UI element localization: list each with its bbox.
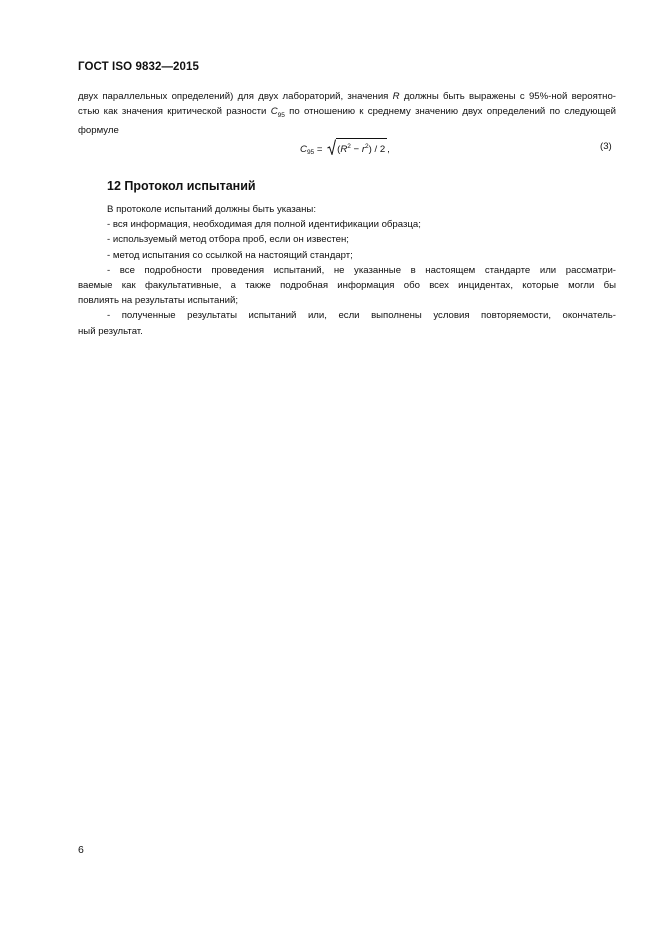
list-item: - все подробности проведения испытаний, не указанные в настоящем стандарте или рассматри-	[107, 264, 616, 276]
formula-close: ) / 2	[368, 144, 386, 155]
text-span: по отношению к среднему значению двух определений по следующей	[284, 106, 616, 117]
list-item: - вся информация, необходимая для полной идентификации образца;	[107, 219, 421, 231]
report-requirements-list	[78, 202, 616, 339]
list-intro: В протоколе испытаний должны быть указаны:	[107, 204, 316, 215]
formula-minus: −	[350, 144, 362, 155]
list-item-continuation: повлиять на результаты испытаний;	[78, 295, 239, 307]
superscript: 2	[365, 143, 369, 150]
radicand: $(R^2 - r^2) / 2$	[336, 138, 387, 157]
list-item: - метод испытания со ссылкой на настоящий стандарт;	[107, 249, 353, 261]
variable-c: C	[270, 106, 278, 117]
formula-3	[300, 138, 390, 156]
formula-var-r-small: r	[361, 144, 366, 155]
list-item-continuation: ваемые как факультативные, а также подробная информация обо всех инцидентах, которые могли бы	[78, 280, 616, 292]
formula-equals: =	[314, 144, 326, 155]
subscript: 95	[277, 111, 285, 119]
page-number: 6	[78, 844, 84, 856]
text-span: стью как значения критической разности	[78, 106, 271, 117]
variable-r: R	[392, 91, 400, 102]
list-item: - полученные результаты испытаний или, если выполнены условия повторяемости, окончатель-	[107, 310, 616, 322]
list-item: - используемый метод отбора проб, если он известен;	[107, 234, 349, 246]
paragraph-line	[78, 89, 616, 104]
superscript: 2	[347, 143, 351, 150]
formula-var-r: R	[340, 144, 348, 155]
formula-lhs-var: C	[300, 144, 307, 155]
paragraph-line: формуле	[78, 124, 119, 136]
document-header: ГОСТ ISO 9832—2015	[78, 61, 200, 73]
equation-number: (3)	[600, 141, 612, 152]
text-span: двух параллельных определений) для двух лабораторий, значения	[78, 91, 393, 102]
square-root	[327, 138, 387, 159]
radical-sign-icon	[327, 139, 336, 155]
text-span: должны быть выражены с 95%-ной вероятно-	[399, 91, 616, 102]
list-item-continuation: ный результат.	[78, 325, 143, 337]
section-title: 12 Протокол испытаний	[107, 179, 256, 193]
formula-end: ,	[387, 144, 390, 155]
formula-lhs-sub: 95	[306, 149, 315, 156]
paragraph-line	[78, 104, 616, 123]
intro-paragraph	[78, 89, 616, 138]
